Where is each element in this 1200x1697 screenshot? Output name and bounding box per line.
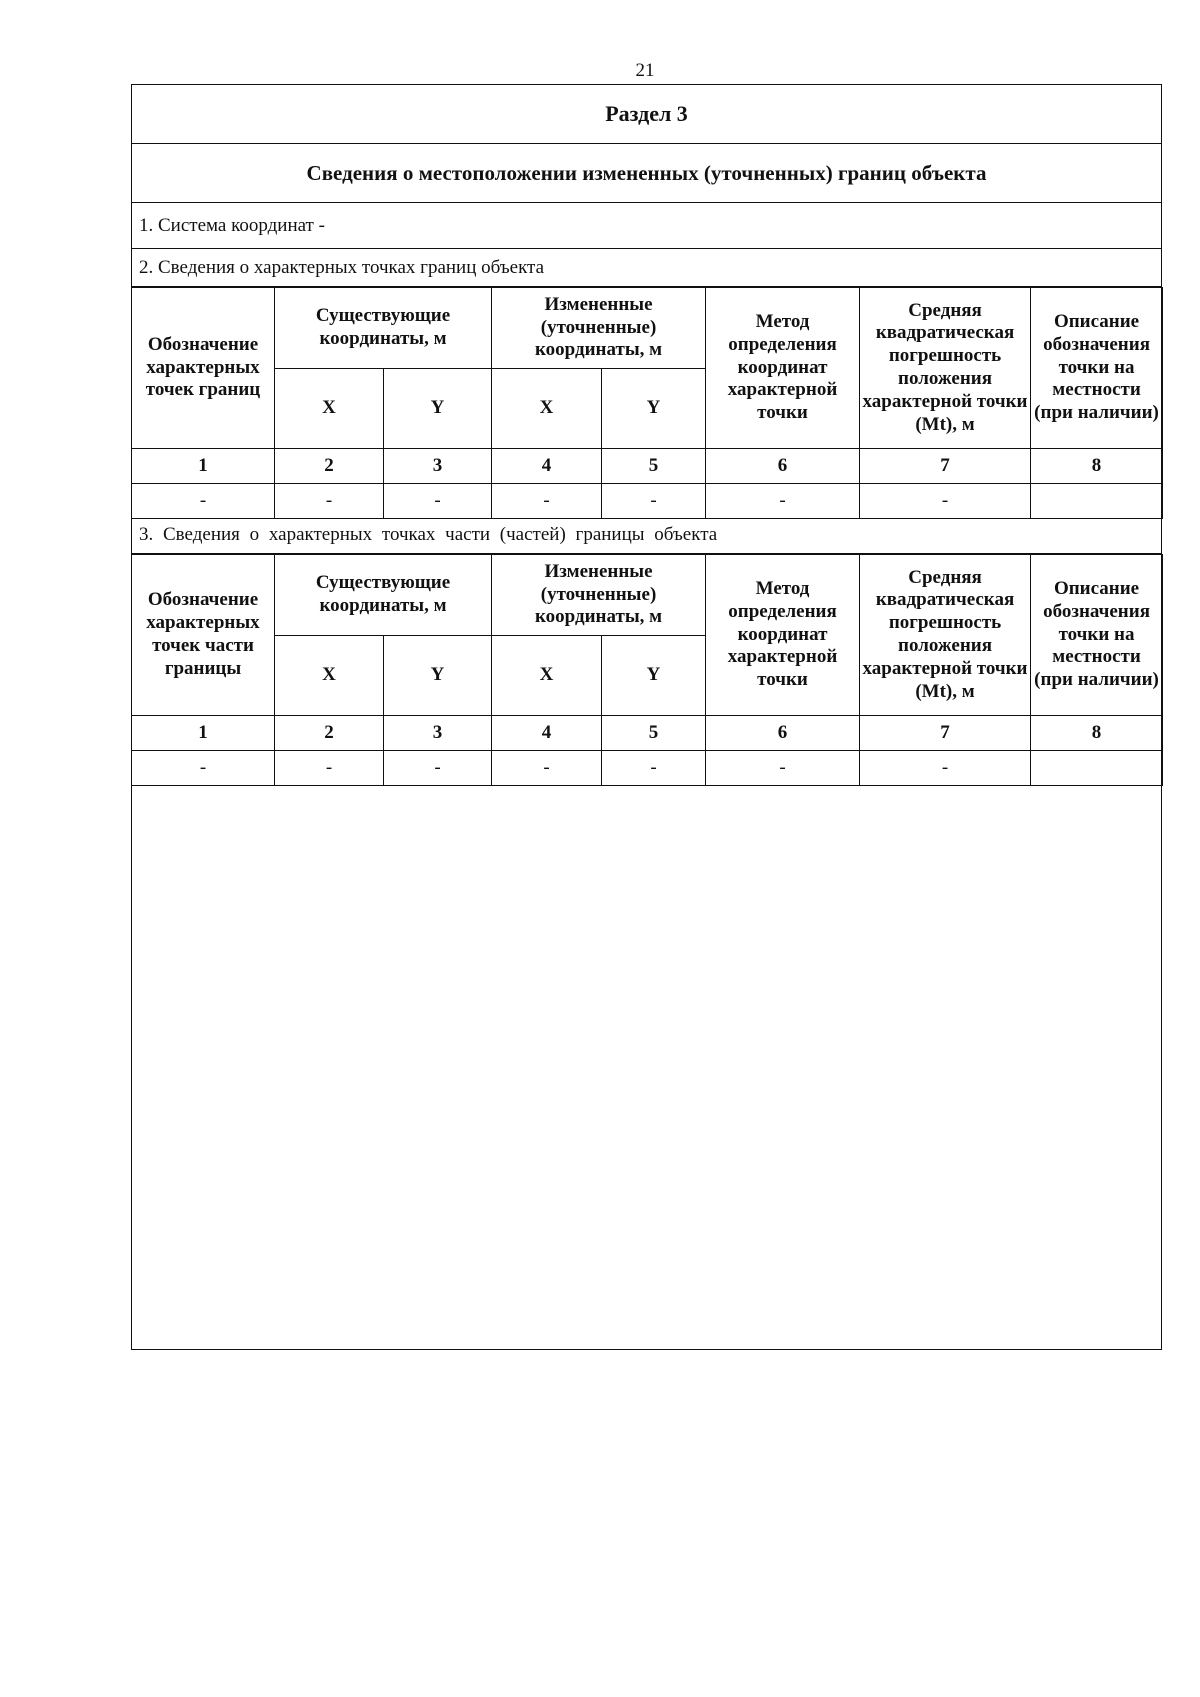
table-cell: -	[384, 751, 492, 786]
column-number: 7	[860, 449, 1031, 484]
column-number: 8	[1031, 449, 1163, 484]
column-number: 1	[132, 716, 275, 751]
header-y: Y	[602, 636, 706, 716]
column-number: 3	[384, 716, 492, 751]
header-changed-coordinates: Измененные (уточненные) координаты, м	[492, 288, 706, 369]
section-title: Раздел 3	[131, 84, 1162, 144]
header-y: Y	[384, 636, 492, 716]
header-point-designation: Обозначение характерных точек части границы	[132, 555, 275, 716]
header-existing-coordinates: Существующие координаты, м	[275, 288, 492, 369]
table-cell	[1031, 751, 1163, 786]
table-cell: -	[860, 484, 1031, 519]
table-cell: -	[706, 484, 860, 519]
header-x: X	[492, 369, 602, 449]
table-cell: -	[492, 484, 602, 519]
header-method: Метод определения координат характерной точки	[706, 555, 860, 716]
header-x: X	[275, 636, 384, 716]
table-cell	[1031, 484, 1163, 519]
table-cell: -	[384, 484, 492, 519]
column-number: 4	[492, 449, 602, 484]
table-cell: -	[860, 751, 1031, 786]
column-number: 6	[706, 449, 860, 484]
column-number: 4	[492, 716, 602, 751]
table-cell: -	[275, 484, 384, 519]
column-number: 2	[275, 716, 384, 751]
column-number: 5	[602, 449, 706, 484]
column-number: 5	[602, 716, 706, 751]
table-cell: -	[132, 751, 275, 786]
part-boundary-points-table	[131, 554, 1163, 786]
header-method: Метод определения координат характерной точки	[706, 288, 860, 449]
header-mean-square-error: Средняя квадратическая погрешность положения характерной точки (Mt), м	[860, 288, 1031, 449]
header-mean-square-error: Средняя квадратическая погрешность положения характерной точки (Mt), м	[860, 555, 1031, 716]
document-title: Сведения о местоположении измененных (уточненных) границ объекта	[131, 144, 1162, 203]
header-point-description: Описание обозначения точки на местности (при наличии)	[1031, 555, 1163, 716]
header-y: Y	[384, 369, 492, 449]
column-number: 3	[384, 449, 492, 484]
table-cell: -	[132, 484, 275, 519]
page-number: 21	[635, 60, 655, 81]
coordinate-system-line: 1. Система координат -	[131, 203, 1162, 249]
column-number: 1	[132, 449, 275, 484]
header-point-designation: Обозначение характерных точек границ	[132, 288, 275, 449]
parts-section-label: 3. Сведения о характерных точках части (частей) границы объекта	[131, 516, 1162, 554]
header-point-description: Описание обозначения точки на местности (при наличии)	[1031, 288, 1163, 449]
header-x: X	[275, 369, 384, 449]
points-section-label: 2. Сведения о характерных точках границ объекта	[131, 249, 1162, 287]
boundary-points-table	[131, 287, 1163, 519]
column-number: 7	[860, 716, 1031, 751]
column-number: 8	[1031, 716, 1163, 751]
table-cell: -	[275, 751, 384, 786]
table-cell: -	[706, 751, 860, 786]
header-y: Y	[602, 369, 706, 449]
header-x: X	[492, 636, 602, 716]
table-cell: -	[602, 484, 706, 519]
column-number: 2	[275, 449, 384, 484]
table-cell: -	[602, 751, 706, 786]
column-number: 6	[706, 716, 860, 751]
header-existing-coordinates: Существующие координаты, м	[275, 555, 492, 636]
header-changed-coordinates: Измененные (уточненные) координаты, м	[492, 555, 706, 636]
table-cell: -	[492, 751, 602, 786]
